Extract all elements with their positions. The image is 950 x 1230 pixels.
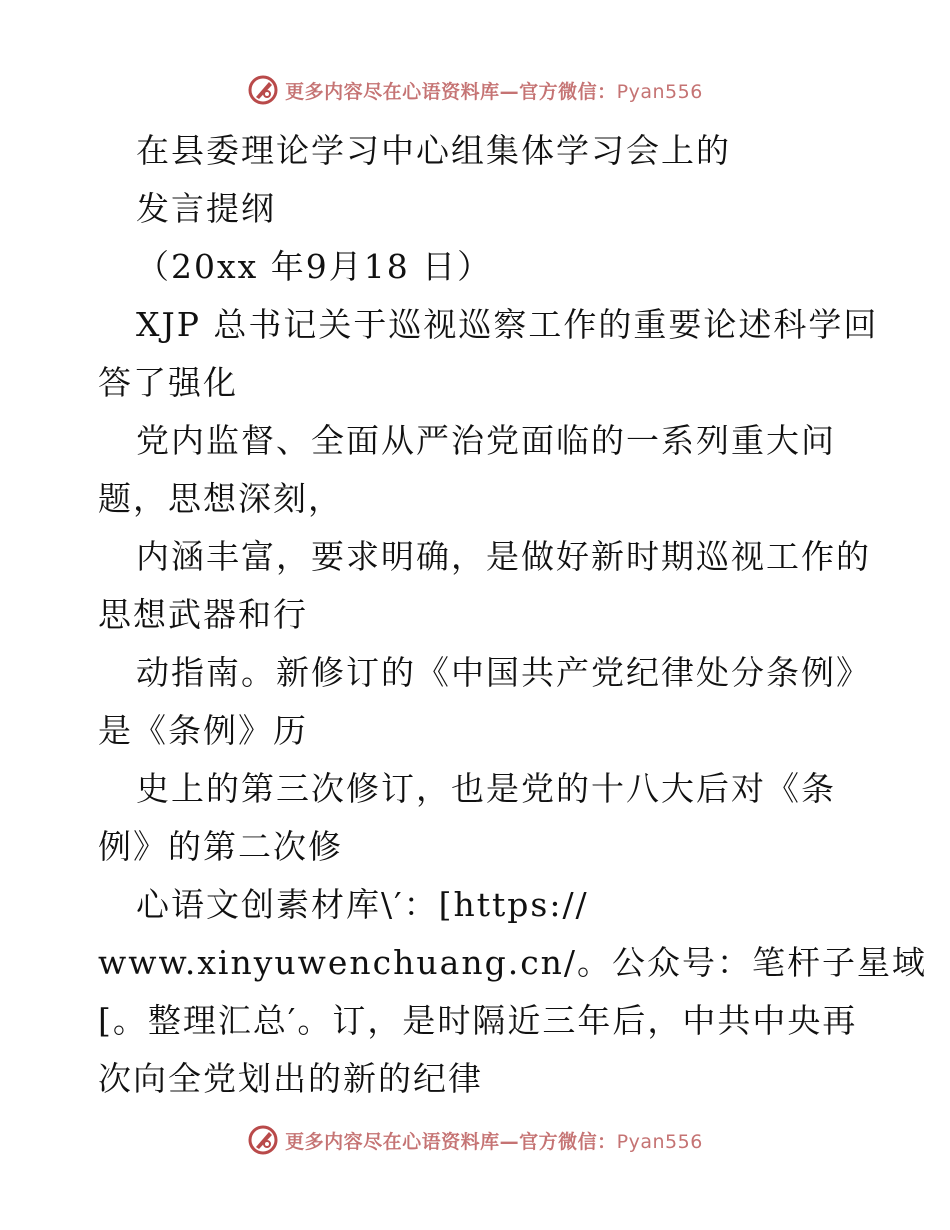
doc-line: 在县委理论学习中心组集体学习会上的: [136, 131, 731, 170]
banner-text: 更多内容尽在心语资料库—官方微信：: [285, 1130, 617, 1153]
doc-line: 例》的第二次修: [98, 827, 343, 866]
banner-contact: Pyan556: [616, 80, 703, 103]
doc-line: 党内监督、全面从严治党面临的一系列重大问: [136, 421, 836, 460]
banner-contact: Pyan556: [616, 1130, 703, 1153]
doc-line: 内涵丰富，要求明确，是做好新时期巡视工作的: [136, 537, 871, 576]
header-watermark-banner: [0, 72, 950, 108]
doc-line: 发言提纲: [136, 189, 276, 228]
doc-line: 次向全党划出的新的纪律: [98, 1059, 483, 1098]
pen-logo-icon: [247, 1124, 279, 1156]
doc-line: XJP 总书记关于巡视巡察工作的重要论述科学回: [136, 305, 879, 344]
doc-line: 动指南。新修订的《中国共产党纪律处分条例》: [136, 653, 871, 692]
doc-line: 史上的第三次修订，也是党的十八大后对《条: [136, 769, 836, 808]
banner-text: 更多内容尽在心语资料库—官方微信：: [285, 80, 617, 103]
doc-line: 是《条例》历: [98, 711, 308, 750]
document-body: [98, 122, 928, 1108]
doc-line: 心语文创素材库\′：[https://: [136, 885, 589, 924]
doc-line: 题，思想深刻，: [98, 479, 343, 518]
doc-line: www.xinyuwenchuang.cn/。公众号：笔杆子星域: [98, 943, 928, 982]
doc-line: 思想武器和行: [98, 595, 308, 634]
doc-line: （20xx 年9月18 日）: [136, 247, 493, 286]
pen-logo-icon: [247, 74, 279, 106]
doc-line: [。整理汇总′。订，是时隔近三年后，中共中央再: [98, 1001, 858, 1040]
footer-watermark-banner: [0, 1122, 950, 1158]
doc-line: 答了强化: [98, 363, 238, 402]
